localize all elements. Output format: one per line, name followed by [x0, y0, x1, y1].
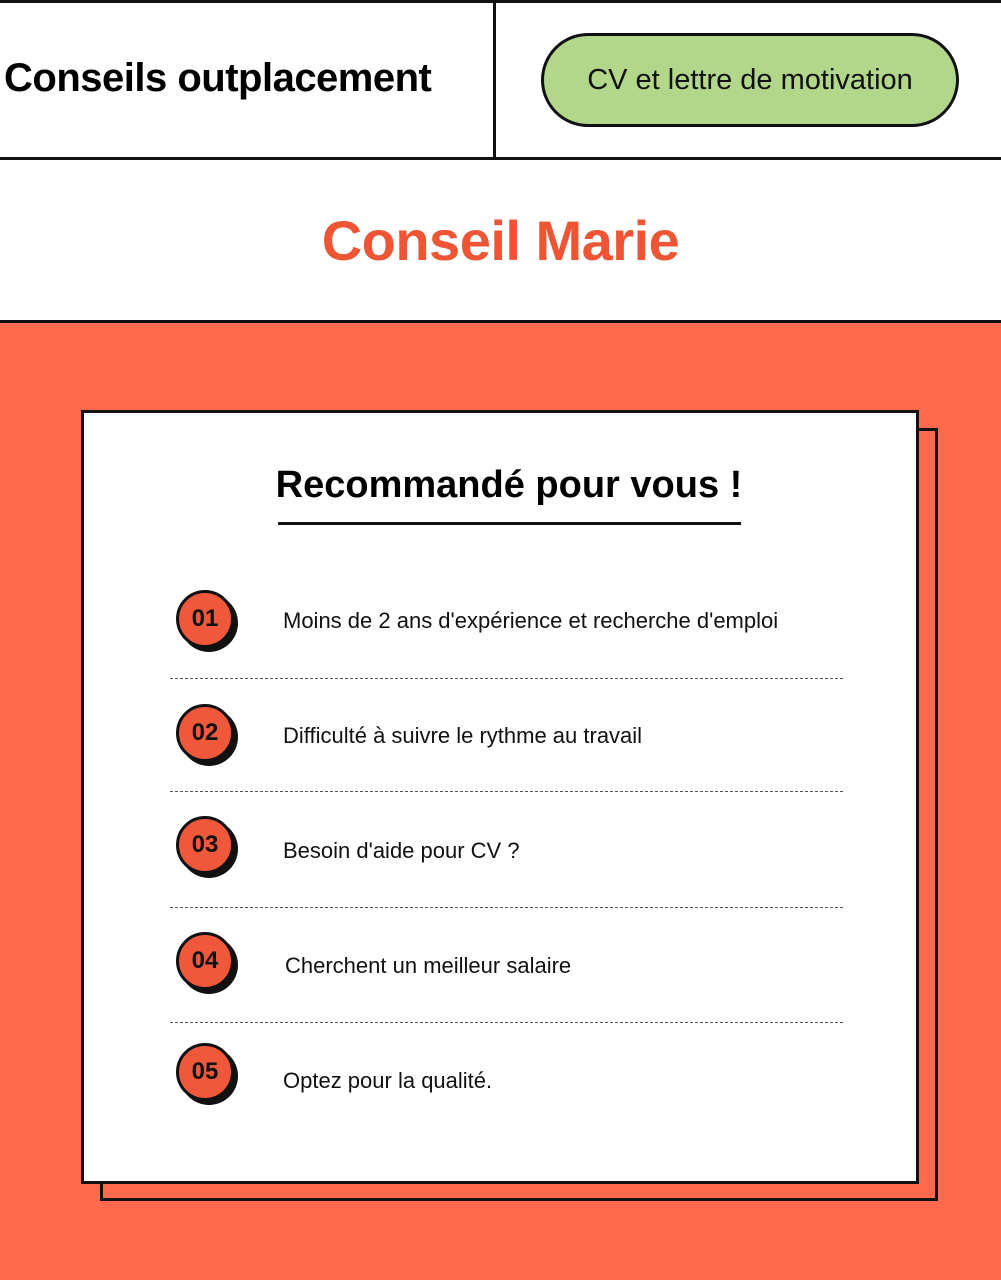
- brand-title[interactable]: Conseils outplacement: [4, 56, 432, 100]
- list-item[interactable]: Moins de 2 ans d'expérience et recherche d'emploi: [283, 608, 779, 633]
- title-band: [0, 160, 1001, 323]
- item-number-badge: 03: [176, 816, 234, 874]
- item-number-badge: 05: [176, 1043, 234, 1101]
- list-item[interactable]: Optez pour la qualité.: [283, 1068, 493, 1093]
- header-divider: [493, 0, 496, 160]
- list-item[interactable]: Besoin d'aide pour CV ?: [283, 838, 520, 863]
- list-item[interactable]: Cherchent un meilleur salaire: [285, 953, 572, 978]
- item-number-badge: 02: [176, 704, 234, 762]
- cv-letter-button[interactable]: CV et lettre de motivation: [541, 33, 959, 127]
- page-title: Conseil Marie: [321, 208, 680, 272]
- card-heading: Recommandé pour vous !: [275, 464, 743, 506]
- heading-underline: [278, 522, 741, 525]
- divider: [170, 791, 843, 792]
- divider: [170, 907, 843, 908]
- divider: [170, 678, 843, 679]
- item-number-badge: 04: [176, 932, 234, 990]
- list-item[interactable]: Difficulté à suivre le rythme au travail: [283, 723, 643, 748]
- item-number-badge: 01: [176, 590, 234, 648]
- divider: [170, 1022, 843, 1023]
